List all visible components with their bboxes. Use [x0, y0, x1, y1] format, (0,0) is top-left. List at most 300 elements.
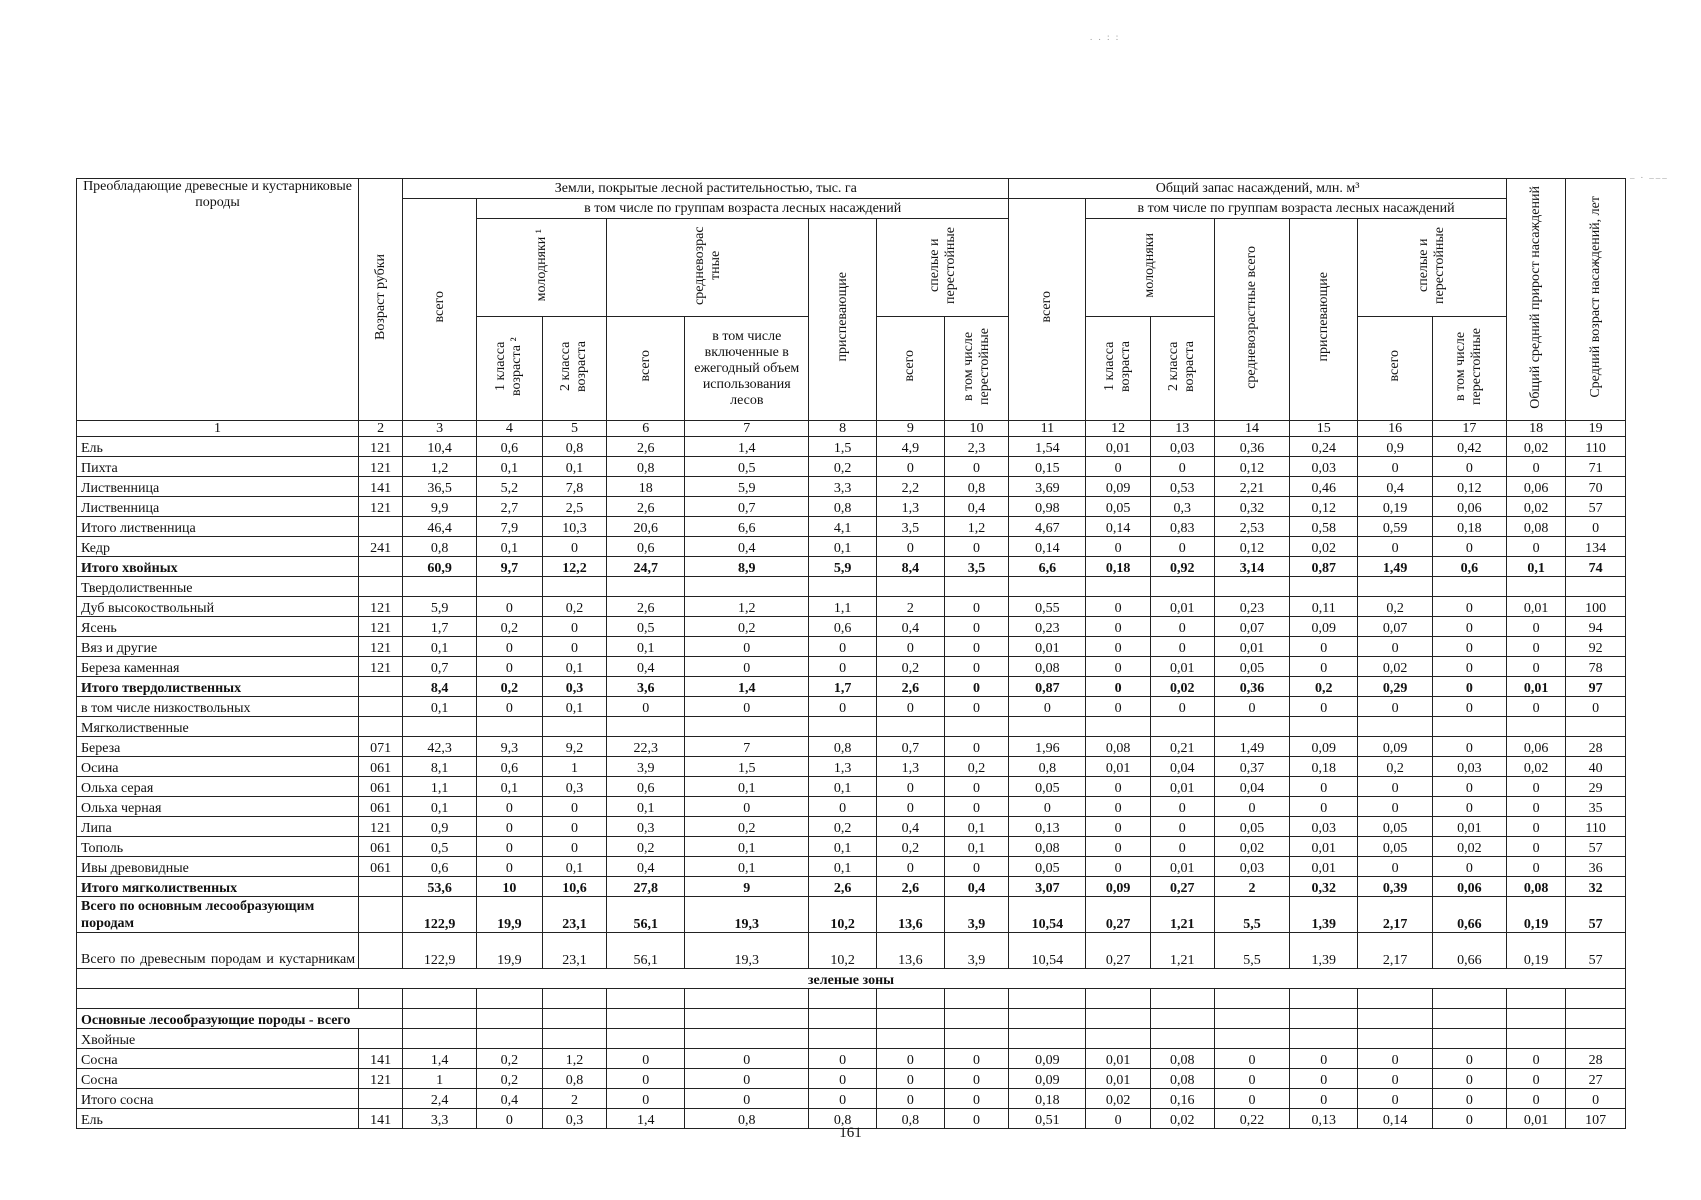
row-cell: 0 — [1150, 537, 1214, 557]
row-cell: 0,05 — [1009, 857, 1086, 877]
row-cell: 0 — [685, 1049, 809, 1069]
row-cell: 27,8 — [607, 877, 685, 897]
row-cell: 0,29 — [1358, 677, 1433, 697]
row-cell: 141 — [359, 1049, 403, 1069]
row-cell: 9,9 — [403, 497, 477, 517]
header-area-premature: приспевающие — [809, 219, 877, 421]
row-cell: 0 — [877, 537, 945, 557]
row-cell: 1,49 — [1358, 557, 1433, 577]
row-label: Мягколиственные — [77, 717, 359, 737]
table-row — [77, 537, 1626, 557]
row-cell: 0 — [809, 697, 877, 717]
row-cell: 1,4 — [685, 677, 809, 697]
column-number-row — [77, 421, 1626, 437]
row-cell: 36,5 — [403, 477, 477, 497]
row-cell: 3,69 — [1009, 477, 1086, 497]
row-cell: 0,08 — [1150, 1069, 1214, 1089]
row-cell: 0 — [477, 657, 543, 677]
blank-cell — [542, 1009, 607, 1029]
row-cell: 0,55 — [1009, 597, 1086, 617]
row-cell: 0,09 — [1086, 477, 1151, 497]
row-cell: 0 — [1433, 857, 1507, 877]
blank-cell — [607, 1009, 685, 1029]
row-cell: 110 — [1566, 437, 1626, 457]
row-cell: 0,6 — [403, 857, 477, 877]
row-cell: 0,05 — [1086, 497, 1151, 517]
header-mean-age: Средний возраст насаждений, лет — [1566, 179, 1626, 421]
table-row — [77, 717, 1626, 737]
row-cell: 0,4 — [607, 857, 685, 877]
table-row — [77, 677, 1626, 697]
row-cell: 0 — [1358, 537, 1433, 557]
row-cell: 0,04 — [1214, 777, 1290, 797]
table-header — [77, 179, 1626, 421]
row-cell: 0,09 — [1009, 1069, 1086, 1089]
row-cell: 1,2 — [403, 457, 477, 477]
row-cell: 121 — [359, 597, 403, 617]
row-cell: 0 — [1290, 697, 1358, 717]
blank-cell — [685, 1009, 809, 1029]
row-cell: 0,07 — [1214, 617, 1290, 637]
row-cell: 0 — [1150, 837, 1214, 857]
row-cell: 141 — [359, 477, 403, 497]
subsection-row — [77, 1009, 1626, 1029]
row-cell: 0 — [1433, 777, 1507, 797]
row-cell: 60,9 — [403, 557, 477, 577]
row-cell: 0,9 — [403, 817, 477, 837]
row-cell: 4,9 — [877, 437, 945, 457]
column-number: 17 — [1433, 421, 1507, 437]
table-row — [77, 617, 1626, 637]
column-number: 9 — [877, 421, 945, 437]
header-stock-class1: 1 класса возраста — [1086, 317, 1151, 421]
row-cell: 0,51 — [1009, 1109, 1086, 1129]
row-cell — [477, 717, 543, 737]
row-cell: 0 — [542, 817, 607, 837]
row-cell: 121 — [359, 1069, 403, 1089]
row-cell: 0 — [685, 697, 809, 717]
row-cell: 0,14 — [1358, 1109, 1433, 1129]
row-cell: 0,01 — [1086, 1049, 1151, 1069]
column-number: 13 — [1150, 421, 1214, 437]
row-cell: 0,4 — [944, 497, 1009, 517]
row-cell: 5,9 — [809, 557, 877, 577]
table-row — [77, 777, 1626, 797]
row-cell: 1 — [403, 1069, 477, 1089]
row-cell: 0,02 — [1150, 1109, 1214, 1129]
column-number: 6 — [607, 421, 685, 437]
row-cell: 0,4 — [877, 817, 945, 837]
row-cell: 1,5 — [685, 757, 809, 777]
row-cell: 0,4 — [1358, 477, 1433, 497]
row-cell: 0,3 — [542, 677, 607, 697]
row-cell: 0 — [944, 1089, 1009, 1109]
row-cell — [877, 1029, 945, 1049]
row-cell — [1214, 577, 1290, 597]
row-cell: 1,3 — [877, 757, 945, 777]
header-area-young: молодняки ¹ — [477, 219, 607, 317]
column-number: 10 — [944, 421, 1009, 437]
row-cell: 0,98 — [1009, 497, 1086, 517]
row-cell: 0 — [1433, 1089, 1507, 1109]
row-cell: 0 — [809, 1069, 877, 1089]
row-cell: 0,12 — [1214, 457, 1290, 477]
row-cell: 0,32 — [1290, 877, 1358, 897]
row-cell: 0,66 — [1433, 897, 1507, 933]
row-cell: 2,6 — [607, 497, 685, 517]
row-label: Итого сосна — [77, 1089, 359, 1109]
row-cell — [877, 717, 945, 737]
row-cell: 0 — [1214, 697, 1290, 717]
blank-row — [77, 989, 1626, 1009]
blank-cell — [1214, 1009, 1290, 1029]
row-cell: 0 — [607, 1089, 685, 1109]
row-cell: 0 — [607, 1069, 685, 1089]
row-cell: 0,1 — [403, 697, 477, 717]
row-cell: 0,1 — [477, 537, 543, 557]
row-cell: 2,6 — [607, 597, 685, 617]
row-cell: 0 — [944, 697, 1009, 717]
row-cell: 100 — [1566, 597, 1626, 617]
row-cell: 3,9 — [944, 933, 1009, 969]
table-row — [77, 817, 1626, 837]
row-cell: 0 — [1433, 537, 1507, 557]
blank-cell — [77, 989, 359, 1009]
row-cell: 0 — [944, 657, 1009, 677]
row-cell — [685, 717, 809, 737]
row-cell — [944, 1029, 1009, 1049]
row-cell: 0,06 — [1433, 877, 1507, 897]
row-cell: 32 — [1566, 877, 1626, 897]
row-cell: 061 — [359, 837, 403, 857]
row-cell: 0,2 — [809, 817, 877, 837]
blank-cell — [809, 989, 877, 1009]
row-cell: 122,9 — [403, 897, 477, 933]
row-cell: 0 — [1086, 797, 1151, 817]
row-cell: 0,2 — [542, 597, 607, 617]
row-cell: 061 — [359, 857, 403, 877]
row-cell: 5,9 — [403, 597, 477, 617]
row-cell: 0 — [1358, 1089, 1433, 1109]
row-cell: 0 — [1358, 1049, 1433, 1069]
row-cell: 0,3 — [1150, 497, 1214, 517]
row-cell: 0 — [1290, 1049, 1358, 1069]
row-cell: 10,54 — [1009, 897, 1086, 933]
row-cell — [607, 1029, 685, 1049]
row-cell — [607, 717, 685, 737]
row-cell: 0 — [877, 1089, 945, 1109]
row-cell: 0 — [1150, 457, 1214, 477]
row-cell — [1009, 717, 1086, 737]
row-cell: 0 — [1433, 677, 1507, 697]
row-cell: 0 — [477, 857, 543, 877]
row-cell: 0,39 — [1358, 877, 1433, 897]
row-cell: 0,2 — [877, 657, 945, 677]
blank-cell — [1150, 1009, 1214, 1029]
row-cell: 0 — [1290, 637, 1358, 657]
row-cell: 8,1 — [403, 757, 477, 777]
row-cell: 7,9 — [477, 517, 543, 537]
row-cell — [403, 577, 477, 597]
row-cell — [1358, 1029, 1433, 1049]
row-cell — [685, 577, 809, 597]
row-cell: 0 — [542, 537, 607, 557]
row-cell: 0 — [1009, 797, 1086, 817]
row-cell: 28 — [1566, 1049, 1626, 1069]
row-cell: 0 — [1086, 1109, 1151, 1129]
row-cell: 0 — [477, 637, 543, 657]
header-area-sub: в том числе по группам возраста лесных насаждений — [477, 199, 1009, 219]
row-cell: 10,3 — [542, 517, 607, 537]
row-cell: 0,01 — [1150, 777, 1214, 797]
row-cell: 0 — [944, 537, 1009, 557]
header-area-middle: средневозрас тные — [607, 219, 809, 317]
row-cell: 0 — [1433, 457, 1507, 477]
table-row — [77, 577, 1626, 597]
row-cell: 2 — [877, 597, 945, 617]
row-cell: 78 — [1566, 657, 1626, 677]
row-cell — [359, 697, 403, 717]
row-cell — [1214, 717, 1290, 737]
row-cell: 0,1 — [685, 777, 809, 797]
row-cell: 0,05 — [1358, 837, 1433, 857]
row-cell: 19,3 — [685, 933, 809, 969]
header-cutting-age: Возраст рубки — [359, 179, 403, 421]
row-cell: 0,1 — [809, 777, 877, 797]
row-cell: 57 — [1566, 837, 1626, 857]
row-cell: 0,15 — [1009, 457, 1086, 477]
row-cell: 35 — [1566, 797, 1626, 817]
column-number: 16 — [1358, 421, 1433, 437]
row-cell: 9 — [685, 877, 809, 897]
row-cell — [359, 577, 403, 597]
row-cell: 110 — [1566, 817, 1626, 837]
row-cell: 0,01 — [1214, 637, 1290, 657]
row-cell: 0,8 — [1009, 757, 1086, 777]
row-cell: 0 — [1086, 837, 1151, 857]
row-cell: 0,01 — [1150, 857, 1214, 877]
table-body — [77, 421, 1626, 1129]
row-cell: 10,2 — [809, 897, 877, 933]
row-cell — [1566, 1029, 1626, 1049]
blank-cell — [1506, 1009, 1565, 1029]
row-cell: 0 — [1150, 637, 1214, 657]
row-cell: 0,2 — [477, 677, 543, 697]
row-cell: 1,96 — [1009, 737, 1086, 757]
row-cell: 0,8 — [607, 457, 685, 477]
row-cell: 0 — [1086, 597, 1151, 617]
header-species: Преобладающие древесные и кустарниковые породы — [77, 179, 359, 421]
row-cell — [809, 1029, 877, 1049]
row-cell: 2,17 — [1358, 933, 1433, 969]
row-cell: 0,83 — [1150, 517, 1214, 537]
row-cell: 24,7 — [607, 557, 685, 577]
column-number: 15 — [1290, 421, 1358, 437]
row-cell: 0 — [1433, 1109, 1507, 1129]
row-cell — [1506, 717, 1565, 737]
row-cell: 0,05 — [1009, 777, 1086, 797]
row-cell: 0,13 — [1009, 817, 1086, 837]
row-cell: 0 — [1506, 857, 1565, 877]
row-cell: 0,2 — [809, 457, 877, 477]
row-cell: 0,08 — [1506, 517, 1565, 537]
row-cell: 56,1 — [607, 897, 685, 933]
row-cell — [359, 897, 403, 933]
row-cell: 0,53 — [1150, 477, 1214, 497]
blank-cell — [877, 1009, 945, 1029]
row-cell — [1433, 717, 1507, 737]
row-cell: 57 — [1566, 933, 1626, 969]
row-cell: 0,8 — [685, 1109, 809, 1129]
header-stock-total: всего — [1009, 199, 1086, 421]
blank-cell — [477, 989, 543, 1009]
row-cell: 20,6 — [607, 517, 685, 537]
row-cell: 36 — [1566, 857, 1626, 877]
row-cell: 2 — [542, 1089, 607, 1109]
row-cell: 0,4 — [944, 877, 1009, 897]
row-cell: 0 — [877, 697, 945, 717]
row-cell: 0,03 — [1214, 857, 1290, 877]
row-cell — [359, 933, 403, 969]
row-cell: 0 — [877, 1049, 945, 1069]
row-cell: 3,14 — [1214, 557, 1290, 577]
blank-cell — [877, 989, 945, 1009]
row-cell: 0,1 — [809, 537, 877, 557]
row-cell — [1290, 1029, 1358, 1049]
row-cell: 0 — [1086, 657, 1151, 677]
blank-cell — [359, 989, 403, 1009]
row-cell: 0 — [809, 797, 877, 817]
row-cell: 0,02 — [1433, 837, 1507, 857]
row-cell: 0 — [1506, 1089, 1565, 1109]
row-cell: 2,21 — [1214, 477, 1290, 497]
row-cell — [542, 1029, 607, 1049]
row-cell: 0 — [1214, 797, 1290, 817]
row-label: Ольха серая — [77, 777, 359, 797]
table-row — [77, 1029, 1626, 1049]
row-cell: 0 — [1506, 1069, 1565, 1089]
row-cell: 0 — [1086, 857, 1151, 877]
row-cell: 0,18 — [1290, 757, 1358, 777]
row-cell: 3,9 — [944, 897, 1009, 933]
row-cell: 0 — [1009, 697, 1086, 717]
row-cell: 0,07 — [1358, 617, 1433, 637]
row-cell — [1290, 717, 1358, 737]
row-cell: 0,11 — [1290, 597, 1358, 617]
scan-artifact: . . : : — [1090, 32, 1121, 42]
row-label: Сосна — [77, 1069, 359, 1089]
row-cell: 0,03 — [1290, 457, 1358, 477]
header-stock-mature: спелые и перестойные — [1358, 219, 1507, 317]
row-cell: 0 — [809, 1049, 877, 1069]
row-cell: 0,8 — [809, 1109, 877, 1129]
row-cell: 0 — [809, 1089, 877, 1109]
row-cell: 0,09 — [1290, 617, 1358, 637]
row-cell: 0,66 — [1433, 933, 1507, 969]
row-cell — [359, 717, 403, 737]
row-cell: 1 — [542, 757, 607, 777]
row-cell: 0 — [809, 657, 877, 677]
blank-cell — [1506, 989, 1565, 1009]
row-cell: 0,14 — [1009, 537, 1086, 557]
row-cell: 0,08 — [1506, 877, 1565, 897]
row-cell: 0 — [1150, 817, 1214, 837]
row-cell: 5,9 — [685, 477, 809, 497]
row-cell: 0 — [1433, 637, 1507, 657]
row-cell: 0 — [685, 1089, 809, 1109]
row-cell: 0,2 — [1358, 757, 1433, 777]
table-row — [77, 1069, 1626, 1089]
row-cell: 0,42 — [1433, 437, 1507, 457]
row-cell: 121 — [359, 817, 403, 837]
row-cell: 0 — [477, 697, 543, 717]
row-cell: 0 — [944, 737, 1009, 757]
row-cell: 0 — [477, 797, 543, 817]
blank-cell — [542, 989, 607, 1009]
row-cell: 0,06 — [1506, 477, 1565, 497]
row-cell: 0 — [944, 617, 1009, 637]
row-cell: 0,2 — [685, 617, 809, 637]
row-cell — [1358, 717, 1433, 737]
row-cell: 2,53 — [1214, 517, 1290, 537]
row-cell: 6,6 — [1009, 557, 1086, 577]
row-cell: 0,4 — [477, 1089, 543, 1109]
row-cell: 0,87 — [1009, 677, 1086, 697]
row-cell: 0 — [944, 1049, 1009, 1069]
row-cell: 0 — [1566, 517, 1626, 537]
row-cell: 92 — [1566, 637, 1626, 657]
row-cell: 29 — [1566, 777, 1626, 797]
row-cell: 0,04 — [1150, 757, 1214, 777]
row-cell: 121 — [359, 617, 403, 637]
row-cell: 0 — [1566, 1089, 1626, 1109]
row-cell: 1,21 — [1150, 897, 1214, 933]
row-cell: 1,3 — [809, 757, 877, 777]
row-cell: 0,27 — [1150, 877, 1214, 897]
row-cell: 22,3 — [607, 737, 685, 757]
row-cell: 0,1 — [685, 857, 809, 877]
row-cell: 0 — [1433, 657, 1507, 677]
row-cell — [1566, 577, 1626, 597]
row-cell: 13,6 — [877, 933, 945, 969]
blank-cell — [685, 989, 809, 1009]
row-cell: 28 — [1566, 737, 1626, 757]
row-cell: 0,19 — [1506, 933, 1565, 969]
row-cell: 0,02 — [1506, 497, 1565, 517]
row-cell: 0 — [944, 457, 1009, 477]
row-cell: 8,9 — [685, 557, 809, 577]
row-cell: 0,12 — [1433, 477, 1507, 497]
row-cell: 0 — [1150, 797, 1214, 817]
row-cell: 1,49 — [1214, 737, 1290, 757]
row-cell: 2 — [1214, 877, 1290, 897]
row-cell: 0,1 — [607, 797, 685, 817]
blank-cell — [1358, 989, 1433, 1009]
row-cell: 0,01 — [1506, 1109, 1565, 1129]
table-row — [77, 517, 1626, 537]
row-cell: 061 — [359, 777, 403, 797]
row-cell: 6,6 — [685, 517, 809, 537]
row-cell: 3,9 — [607, 757, 685, 777]
row-cell: 0 — [1433, 617, 1507, 637]
row-cell: 0 — [1214, 1069, 1290, 1089]
row-cell: 0,4 — [607, 657, 685, 677]
row-cell: 241 — [359, 537, 403, 557]
row-cell: 0 — [685, 1069, 809, 1089]
row-label: Всего по древесным породам и кустарникам — [77, 933, 359, 969]
row-cell: 19,3 — [685, 897, 809, 933]
blank-cell — [1566, 1009, 1626, 1029]
